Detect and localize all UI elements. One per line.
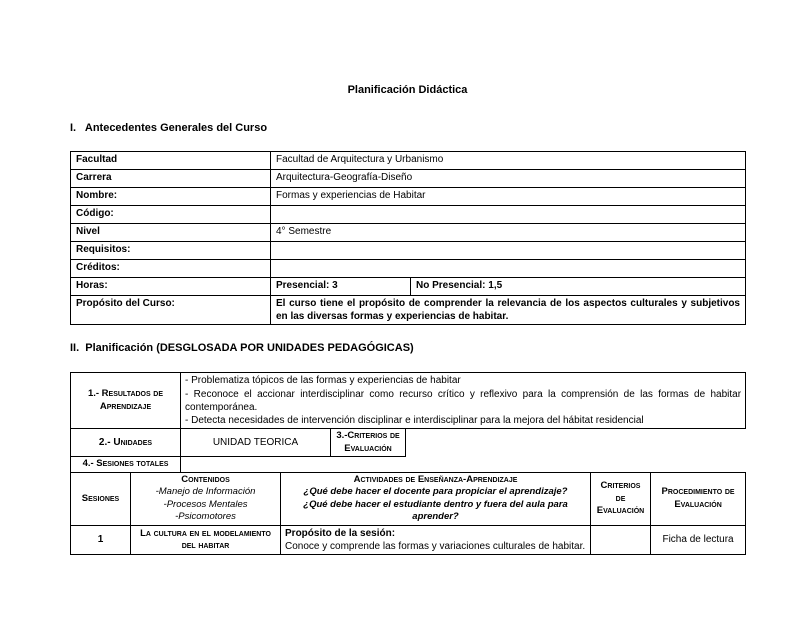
row-label-requisitos: Requisitos: <box>71 242 271 260</box>
contenidos-title: Contenidos <box>181 473 230 485</box>
row-label-proposito: Propósito del Curso: <box>71 296 271 325</box>
table-row <box>71 260 746 278</box>
header-actividades <box>281 472 591 525</box>
row-value-requisitos <box>271 242 746 260</box>
resultados-aprendizaje-label: 1.- Resultados de Aprendizaje <box>71 373 181 429</box>
row-value-proposito: El curso tiene el propósito de comprender la relevancia de los aspectos culturales y subjetivos en las diversas formas y experiencias de habitar. <box>271 296 746 325</box>
row-label-nombre: Nombre: <box>71 188 271 206</box>
horas-no-presencial: No Presencial: 1,5 <box>411 278 746 296</box>
table-row <box>71 525 746 554</box>
table-row <box>71 278 746 296</box>
empty-region <box>181 457 746 473</box>
session-procedimiento: Ficha de lectura <box>651 525 746 554</box>
session-criterios <box>591 525 651 554</box>
row-label-horas: Horas: <box>71 278 271 296</box>
table-row <box>71 457 746 473</box>
actividades-question: ¿Qué debe hacer el docente para propiciar el aprendizaje? <box>303 486 568 498</box>
unidades-label: 2.- Unidades <box>71 429 181 457</box>
row-label-nivel: Nivel <box>71 224 271 242</box>
empty-region <box>406 429 746 457</box>
table-row <box>71 242 746 260</box>
row-value-nombre: Formas y experiencias de Habitar <box>271 188 746 206</box>
resultados-aprendizaje-content <box>181 373 746 429</box>
row-value-creditos <box>271 260 746 278</box>
planning-table <box>70 372 746 555</box>
row-value-carrera: Arquitectura-Geografía-Diseño <box>271 170 746 188</box>
session-actividades <box>281 525 591 554</box>
session-number: 1 <box>71 525 131 554</box>
header-contenidos <box>131 472 281 525</box>
resultado-item: - Detecta necesidades de intervención disciplinar e interdisciplinar para la mejora del hábitat residencial <box>185 414 644 426</box>
section2-heading: II. Planificación (DESGLOSADA POR UNIDADES PEDAGÓGICAS) <box>70 342 414 355</box>
contenidos-item: -Psicomotores <box>175 511 236 523</box>
contenidos-item: -Procesos Mentales <box>163 498 248 510</box>
row-value-codigo <box>271 206 746 224</box>
actividades-question: ¿Qué debe hacer el estudiante dentro y fuera del aula para aprender? <box>303 498 568 523</box>
header-criterios: Criterios de Evaluación <box>591 472 651 525</box>
actividades-title: Actividades de Enseñanza-Aprendizaje <box>353 473 518 485</box>
section1-heading: I. Antecedentes Generales del Curso <box>70 122 268 134</box>
table-row <box>71 296 746 325</box>
criterios-evaluacion-label: 3.-Criterios de Evaluación <box>331 429 406 457</box>
sesiones-totales-label: 4.- Sesiones totales <box>71 457 181 473</box>
horas-presencial: Presencial: 3 <box>271 278 411 296</box>
contenidos-item: -Manejo de Información <box>155 486 256 498</box>
resultado-item: - Problematiza tópicos de las formas y experiencias de habitar <box>185 375 461 387</box>
table-row <box>71 373 746 429</box>
table-row <box>71 152 746 170</box>
table-row <box>71 188 746 206</box>
table-row <box>71 206 746 224</box>
table-row <box>71 224 746 242</box>
row-value-nivel: 4° Semestre <box>271 224 746 242</box>
unidades-value: UNIDAD TEORICA <box>181 429 331 457</box>
row-label-facultad: Facultad <box>71 152 271 170</box>
table-row <box>71 170 746 188</box>
row-label-codigo: Código: <box>71 206 271 224</box>
header-sesiones: Sesiones <box>71 472 131 525</box>
table-row <box>71 429 746 457</box>
general-info-table <box>70 151 746 325</box>
document-title: Planificación Didáctica <box>347 84 468 96</box>
session-contenido: La cultura en el modelamiento del habitar <box>131 525 281 554</box>
row-label-creditos: Créditos: <box>71 260 271 278</box>
session-proposito-label: Propósito de la sesión: <box>285 527 396 539</box>
resultado-item: - Reconoce el accionar interdisciplinar como recurso crítico y reflexivo para la comprensión de las formas de habitar contemporánea. <box>185 388 742 413</box>
header-procedimiento: Procedimiento de Evaluación <box>651 472 746 525</box>
table-row <box>71 472 746 525</box>
row-value-facultad: Facultad de Arquitectura y Urbanismo <box>271 152 746 170</box>
row-label-carrera: Carrera <box>71 170 271 188</box>
session-proposito-text: Conoce y comprende las formas y variaciones culturales de habitar. <box>285 541 586 553</box>
